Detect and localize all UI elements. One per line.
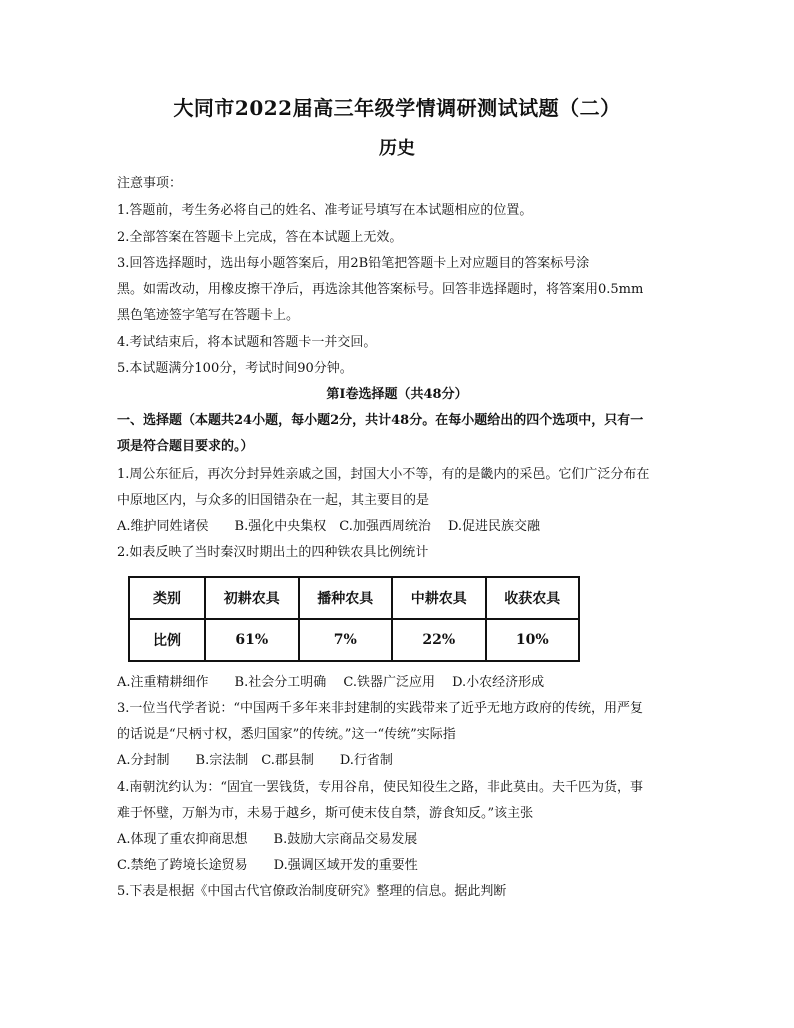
question-3-stem: 的话说是“尺柄寸权，悉归国家”的传统。”这一“传统”实际指 — [117, 727, 456, 742]
section-instruction: 项是符合题目要求的。） — [117, 439, 254, 454]
question-1-options: A.维护同姓诸侯 B.强化中央集权 C.加强西周统治 D.促进民族交融 — [117, 519, 541, 534]
question-2-options: A.注重精耕细作 B.社会分工明确 C.铁器广泛应用 D.小农经济形成 — [117, 675, 545, 690]
question-1-stem: 1.周公东征后，再次分封异姓亲戚之国，封国大小不等，有的是畿内的采邑。它们广泛分布在 — [117, 467, 650, 482]
table-cell: 10% — [486, 619, 580, 661]
table-cell: 61% — [205, 619, 299, 661]
table-header-cell: 播种农具 — [299, 577, 393, 619]
question-4-options: A.体现了重农抑商思想 B.鼓励大宗商品交易发展 — [117, 832, 418, 847]
note-item: 1.答题前，考生务必将自己的姓名、准考证号填写在本试题相应的位置。 — [117, 203, 533, 218]
table-cell: 22% — [392, 619, 486, 661]
question-1-stem: 中原地区内，与众多的旧国错杂在一起，其主要目的是 — [117, 493, 430, 508]
note-item: 黑色笔迹签字笔写在答题卡上。 — [117, 308, 300, 323]
question-3-stem: 3.一位当代学者说：“中国两千多年来非封建制的实践带来了近乎无地方政府的传统，用严复 — [117, 701, 644, 716]
table-header-cell: 初耕农具 — [205, 577, 299, 619]
table-cell: 比例 — [129, 619, 205, 661]
exam-title: 大同市2022届高三年级学情调研测试试题（二） — [173, 96, 621, 120]
note-item: 3.回答选择题时，选出每小题答案后，用2B铅笔把答题卡上对应题目的答案标号涂 — [117, 256, 590, 271]
question-4-stem: 4.南朝沈约认为：“固宜一罢钱货，专用谷帛，使民知役生之路，非此莫由。夫千匹为货，事 — [117, 780, 644, 795]
table-header-cell: 中耕农具 — [392, 577, 486, 619]
table-cell: 7% — [299, 619, 393, 661]
note-item: 5.本试题满分100分，考试时间90分钟。 — [117, 361, 353, 376]
note-item: 黑。如需改动，用橡皮擦干净后，再选涂其他答案标号。回答非选择题时，将答案用0.5mm — [117, 282, 644, 297]
section-instruction: 一、选择题（本题共24小题，每小题2分，共计48分。在每小题给出的四个选项中，只有一 — [117, 413, 644, 428]
question-2-stem: 2.如表反映了当时秦汉时期出土的四种铁农具比例统计 — [117, 545, 429, 560]
table-header-cell: 类别 — [129, 577, 205, 619]
iron-tools-table — [128, 576, 580, 662]
question-5-stem: 5.下表是根据《中国古代官僚政治制度研究》整理的信息。据此判断 — [117, 884, 507, 899]
note-item: 4.考试结束后，将本试题和答题卡一并交回。 — [117, 335, 377, 350]
exam-subject: 历史 — [379, 138, 415, 159]
notes-heading: 注意事项： — [117, 176, 183, 191]
table-header-cell: 收获农具 — [486, 577, 580, 619]
table-row — [129, 619, 579, 661]
question-3-options: A.分封制 B.宗法制 C.郡县制 D.行省制 — [117, 753, 393, 768]
section-title: 第Ⅰ卷选择题（共48分） — [326, 387, 468, 402]
table-row — [129, 577, 579, 619]
question-4-stem: 难于怀璧，万斛为市，未易于越乡，斯可使末伎自禁，游食知反。”该主张 — [117, 806, 534, 821]
note-item: 2.全部答案在答题卡上完成，答在本试题上无效。 — [117, 230, 403, 245]
question-4-options: C.禁绝了跨境长途贸易 D.强调区域开发的重要性 — [117, 858, 418, 873]
